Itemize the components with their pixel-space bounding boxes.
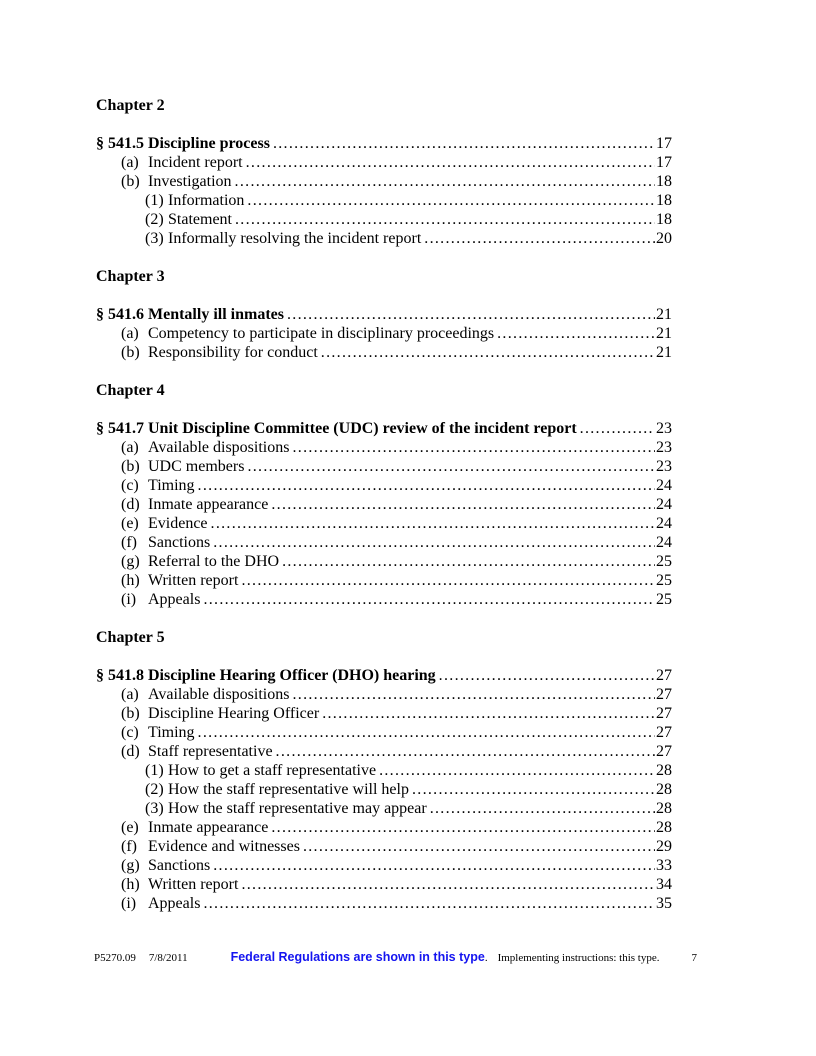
toc-entry [96,172,672,191]
toc-entry [96,419,672,438]
toc-entry-label: § 541.7 [96,420,144,437]
toc-entry-title: Written report [148,876,239,893]
toc-entry-label: (a) [121,439,139,456]
toc-entry [96,495,672,514]
toc-entry [96,818,672,837]
table-of-contents [96,96,672,932]
toc-entry-label: (1) [145,192,164,209]
toc-entry-title: Referral to the DHO [148,553,280,570]
toc-dot-leader [303,837,655,856]
toc-entry [96,210,672,229]
toc-entry-title: Available dispositions [148,686,290,703]
chapter-heading: Chapter 3 [96,268,165,285]
toc-entry [96,533,672,552]
toc-entry-label: (c) [121,724,139,741]
toc-entry-page-number: 28 [656,781,672,798]
toc-entry-page-number: 28 [656,762,672,779]
toc-entry-title: Investigation [148,173,232,190]
toc-dot-leader [287,305,655,324]
footer-implementing-legend: Implementing instructions: this type. [497,952,660,964]
toc-entry [96,761,672,780]
toc-entry-title: Incident report [148,154,243,171]
toc-entry-page-number: 27 [656,705,672,722]
toc-entry-page-number: 18 [656,192,672,209]
toc-entry-page-number: 27 [656,724,672,741]
toc-entry [96,134,672,153]
chapter-heading: Chapter 5 [96,629,165,646]
toc-entry [96,704,672,723]
toc-entry-label: § 541.6 [96,306,144,323]
toc-dot-leader [292,438,655,457]
toc-entry-label: (f) [121,838,137,855]
toc-entry-label: (3) [145,230,164,247]
toc-entry-page-number: 24 [656,496,672,513]
toc-entry-page-number: 33 [656,857,672,874]
toc-entry-page-number: 27 [656,686,672,703]
toc-dot-leader [424,229,655,248]
toc-entry [96,191,672,210]
toc-entry-title: Available dispositions [148,439,290,456]
toc-entry [96,723,672,742]
toc-entry-label: (c) [121,477,139,494]
toc-entry-title: Unit Discipline Committee (UDC) review of the incident report [148,420,577,437]
chapter-block [96,96,672,248]
toc-entry-page-number: 21 [656,306,672,323]
toc-entry-title: Appeals [148,895,201,912]
toc-entry-label: (b) [121,344,140,361]
toc-entry [96,856,672,875]
toc-entry-label: (f) [121,534,137,551]
toc-entry-page-number: 35 [656,895,672,912]
toc-dot-leader [430,799,655,818]
toc-entry-page-number: 25 [656,572,672,589]
toc-entry-page-number: 29 [656,838,672,855]
toc-dot-leader [276,742,655,761]
toc-entry-title: Evidence [148,515,208,532]
toc-entry-title: UDC members [148,458,245,475]
toc-entry-title: Inmate appearance [148,496,269,513]
toc-dot-leader [292,685,655,704]
toc-dot-leader [247,191,655,210]
toc-dot-leader [379,761,655,780]
toc-dot-leader [203,894,655,913]
toc-entry-page-number: 23 [656,439,672,456]
toc-entry-page-number: 17 [656,135,672,152]
toc-entry [96,305,672,324]
toc-dot-leader [497,324,655,343]
footer-legend [231,950,488,966]
toc-dot-leader [198,723,655,742]
toc-entry-label: (3) [145,800,164,817]
toc-entry [96,590,672,609]
toc-entry-page-number: 20 [656,230,672,247]
toc-entry-label: (e) [121,515,139,532]
toc-dot-leader [198,476,655,495]
toc-entry [96,514,672,533]
toc-dot-leader [203,590,655,609]
footer-date: 7/8/2011 [148,952,188,964]
chapter-heading: Chapter 4 [96,382,165,399]
toc-entry [96,324,672,343]
toc-entry-label: (2) [145,781,164,798]
toc-dot-leader [241,875,655,894]
toc-entry-label: (i) [121,895,137,912]
toc-dot-leader [580,419,655,438]
toc-dot-leader [271,495,655,514]
toc-dot-leader [273,134,655,153]
toc-dot-leader [322,704,655,723]
toc-dot-leader [241,571,655,590]
toc-entry-title: Timing [148,724,195,741]
toc-entry-page-number: 28 [656,819,672,836]
toc-entry-title: Competency to participate in disciplinary proceedings [148,325,495,342]
toc-entry-label: (g) [121,553,140,570]
toc-entry [96,894,672,913]
footer-doc-number: P5270.09 [94,952,136,964]
toc-entry-title: How the staff representative may appear [168,800,427,817]
toc-dot-leader [412,780,655,799]
toc-dot-leader [439,666,655,685]
chapter-block [96,267,672,362]
toc-dot-leader [211,514,655,533]
toc-entry-page-number: 25 [656,553,672,570]
toc-entry-page-number: 21 [656,344,672,361]
toc-entry-label: (i) [121,591,137,608]
toc-entry-title: Information [168,192,245,209]
toc-entry-label: (b) [121,705,140,722]
toc-entry-label: § 541.5 [96,135,144,152]
toc-entry-title: Discipline Hearing Officer (DHO) hearing [148,667,436,684]
toc-entry-page-number: 18 [656,211,672,228]
toc-dot-leader [271,818,655,837]
toc-entry-label: (b) [121,458,140,475]
toc-entry [96,552,672,571]
chapter-block [96,628,672,913]
toc-entry-label: (h) [121,572,140,589]
toc-dot-leader [235,172,655,191]
toc-entry-page-number: 18 [656,173,672,190]
toc-entry [96,685,672,704]
toc-dot-leader [247,457,655,476]
toc-entry [96,343,672,362]
toc-entry-title: Discipline process [148,135,270,152]
toc-entry-page-number: 28 [656,800,672,817]
toc-entry-title: Sanctions [148,534,211,551]
toc-entry [96,571,672,590]
toc-dot-leader [213,856,655,875]
footer-legend-period: . [484,952,488,964]
toc-entry-page-number: 34 [656,876,672,893]
toc-dot-leader [321,343,655,362]
toc-entry-label: (a) [121,154,139,171]
toc-entry-label: (a) [121,686,139,703]
toc-entry-label: (1) [145,762,164,779]
toc-entry-page-number: 24 [656,515,672,532]
footer-federal-regulations-legend: Federal Regulations are shown in this type [230,950,485,964]
toc-entry-title: How the staff representative will help [168,781,409,798]
chapter-heading: Chapter 2 [96,97,165,114]
toc-entry-page-number: 23 [656,458,672,475]
toc-entry-page-number: 21 [656,325,672,342]
toc-entry [96,799,672,818]
toc-entry-title: Statement [168,211,232,228]
toc-entry-title: Mentally ill inmates [148,306,284,323]
toc-entry-title: Appeals [148,591,201,608]
toc-entry-page-number: 17 [656,154,672,171]
toc-dot-leader [246,153,655,172]
toc-entry-title: Sanctions [148,857,211,874]
footer-page-number: 7 [691,952,697,964]
toc-entry-title: Written report [148,572,239,589]
toc-entry-title: Evidence and witnesses [148,838,300,855]
toc-entry-page-number: 27 [656,667,672,684]
toc-entry-label: (d) [121,496,140,513]
toc-entry-label: (a) [121,325,139,342]
toc-entry-title: Inmate appearance [148,819,269,836]
toc-dot-leader [213,533,655,552]
toc-entry-title: Staff representative [148,743,273,760]
toc-entry [96,666,672,685]
toc-entry [96,229,672,248]
toc-entry-title: Informally resolving the incident report [168,230,422,247]
toc-entry [96,153,672,172]
toc-entry-title: Discipline Hearing Officer [148,705,320,722]
toc-entry-title: Timing [148,477,195,494]
toc-entry-page-number: 27 [656,743,672,760]
toc-entry-page-number: 23 [656,420,672,437]
toc-entry-title: How to get a staff representative [168,762,377,779]
toc-entry [96,457,672,476]
toc-entry [96,780,672,799]
toc-entry [96,438,672,457]
toc-entry [96,742,672,761]
toc-entry-label: (2) [145,211,164,228]
toc-entry-label: (g) [121,857,140,874]
toc-dot-leader [282,552,655,571]
toc-entry [96,476,672,495]
toc-entry-label: (e) [121,819,139,836]
toc-entry-page-number: 25 [656,591,672,608]
toc-dot-leader [235,210,655,229]
toc-entry-title: Responsibility for conduct [148,344,318,361]
toc-entry [96,837,672,856]
toc-entry-label: (h) [121,876,140,893]
toc-entry-page-number: 24 [656,477,672,494]
page-footer [94,950,697,966]
chapter-block [96,381,672,609]
toc-entry-label: (d) [121,743,140,760]
toc-entry-page-number: 24 [656,534,672,551]
toc-entry-label: § 541.8 [96,667,144,684]
toc-entry-label: (b) [121,173,140,190]
toc-entry [96,875,672,894]
